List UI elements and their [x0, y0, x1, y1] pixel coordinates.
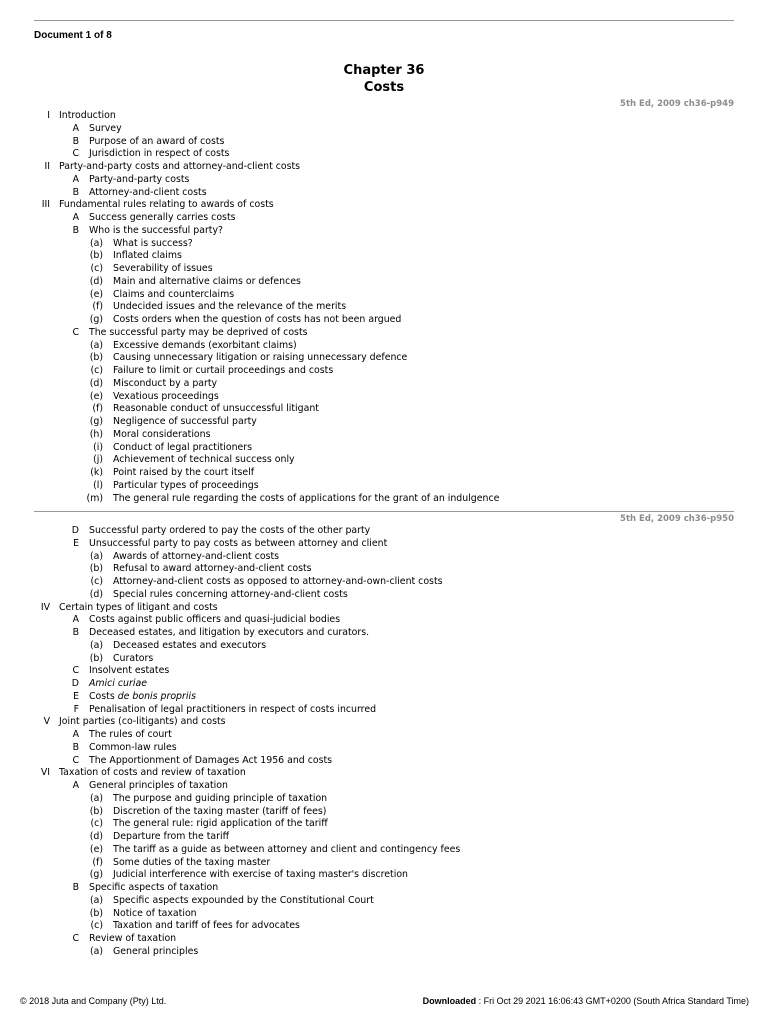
toc-entry-text [113, 314, 401, 327]
toc-entry-text [113, 378, 217, 391]
toc-entry-marker: (l) [93, 479, 103, 491]
toc-entry-text-main: The general rule: rigid application of the tariff [113, 818, 328, 830]
toc-entry-text-main: Successful party ordered to pay the costs of the other party [89, 525, 371, 536]
toc-entry [0, 716, 768, 729]
toc-entry-text-main: Special rules concerning attorney-and-client costs [113, 588, 348, 600]
toc-entry-marker: D [71, 678, 79, 689]
toc-entry-marker: B [72, 627, 79, 638]
toc-entry-text [89, 729, 172, 742]
toc-entry-text-main: Specific aspects expounded by the Constitutional Court [113, 894, 374, 906]
toc-entry [0, 678, 768, 691]
toc-entry-text-main: Common-law rules [89, 741, 177, 753]
toc-entry-marker: IV [40, 601, 50, 613]
toc-entry-text [89, 225, 223, 238]
toc-entry-text-main: Inflated claims [113, 250, 182, 262]
toc-entry-text-main: Attorney-and-client costs [89, 186, 207, 198]
toc-entry-marker: (b) [89, 352, 103, 364]
toc-entry-marker: A [72, 212, 79, 223]
toc-entry-text [113, 946, 198, 959]
toc-entry-text-main: Success generally carries costs [89, 212, 236, 223]
toc-entry-marker: D [71, 525, 79, 536]
toc-entry-text [113, 844, 460, 857]
toc-entry-marker: (i) [93, 441, 103, 453]
toc-entry-text-main: Penalisation of legal practitioners in respect of costs incurred [89, 703, 377, 715]
table-of-contents-part-1 [0, 110, 768, 505]
toc-entry-text [89, 742, 177, 755]
toc-entry [0, 314, 768, 327]
toc-entry-text-main: Moral considerations [113, 428, 211, 440]
toc-entry [0, 365, 768, 378]
toc-entry [0, 250, 768, 263]
toc-entry-text [113, 857, 270, 870]
toc-entry-text-main: Costs [89, 690, 118, 702]
toc-entry-text [89, 627, 369, 640]
toc-entry-text [113, 908, 197, 921]
toc-entry-text-main: Reasonable conduct of unsuccessful litigant [113, 403, 319, 415]
toc-entry-marker: (c) [90, 365, 103, 376]
toc-entry [0, 110, 768, 123]
toc-entry-text-main: Jurisdiction in respect of costs [89, 148, 230, 160]
toc-entry-text [59, 199, 274, 212]
toc-entry-text-main: Failure to limit or curtail proceedings and costs [113, 365, 334, 376]
toc-entry-text [89, 678, 147, 691]
toc-entry-marker: (d) [89, 275, 103, 287]
chapter-title: Costs [363, 80, 405, 95]
toc-entry-text [113, 920, 300, 933]
toc-entry [0, 340, 768, 353]
toc-entry [0, 653, 768, 666]
toc-entry-text [113, 289, 234, 302]
toc-entry [0, 869, 768, 882]
toc-entry-marker: (b) [89, 907, 103, 919]
toc-entry [0, 704, 768, 717]
toc-entry-marker: (k) [90, 467, 103, 478]
toc-entry-text [113, 391, 219, 404]
chapter-heading [0, 62, 768, 96]
toc-entry-text-main: Review of taxation [89, 933, 177, 944]
toc-entry-text [113, 589, 348, 602]
toc-entry-marker: (h) [89, 428, 103, 440]
toc-entry [0, 276, 768, 289]
toc-entry-text [113, 806, 326, 819]
toc-entry-marker: (a) [89, 639, 103, 651]
toc-entry-marker: B [72, 135, 79, 147]
toc-entry-text-main: Misconduct by a party [113, 377, 218, 389]
toc-entry [0, 263, 768, 276]
toc-entry-marker: (e) [89, 843, 103, 855]
toc-entry-marker: (d) [89, 588, 103, 600]
toc-entry-text-main: Deceased estates and executors [113, 639, 267, 651]
toc-entry [0, 378, 768, 391]
document-counter: Document 1 of 8 [34, 30, 112, 41]
toc-entry [0, 818, 768, 831]
toc-entry-text-main: Vexatious proceedings [113, 390, 219, 402]
toc-entry-marker: (f) [92, 856, 103, 868]
toc-entry-text-main: Causing unnecessary litigation or raising unnecessary defence [113, 352, 408, 364]
toc-entry-text-main: Departure from the tariff [113, 831, 230, 842]
toc-entry-text-main: The rules of court [89, 729, 172, 740]
toc-entry-text-main: Excessive demands (exorbitant claims) [113, 339, 297, 351]
toc-entry-marker: C [72, 148, 79, 160]
toc-entry-text-italic: de bonis propriis [117, 690, 196, 702]
footer-download-info [423, 996, 749, 1006]
toc-entry-text [59, 602, 218, 615]
page-citation: 5th Ed, 2009 ch36-p950 [620, 514, 734, 524]
toc-entry [0, 454, 768, 467]
toc-entry-marker: (d) [89, 831, 103, 842]
toc-entry [0, 493, 768, 506]
toc-entry-text-main: Costs orders when the question of costs has not been argued [113, 314, 402, 325]
toc-entry [0, 742, 768, 755]
toc-entry-text-main: Joint parties (co-litigants) and costs [59, 716, 226, 728]
toc-entry-text [89, 755, 332, 768]
toc-entry [0, 187, 768, 200]
toc-entry-marker: B [72, 224, 79, 236]
toc-entry [0, 467, 768, 480]
toc-entry-text [113, 563, 312, 576]
toc-entry-marker: (a) [89, 550, 103, 562]
toc-entry-text [113, 493, 499, 506]
toc-entry [0, 908, 768, 921]
toc-entry-marker: A [72, 122, 79, 134]
toc-entry-marker: E [73, 690, 79, 702]
toc-entry-marker: A [72, 729, 79, 740]
toc-entry-marker: II [44, 161, 50, 172]
toc-entry-text [89, 691, 196, 704]
downloaded-timestamp: : Fri Oct 29 2021 16:06:43 GMT+0200 (South Africa Standard Time) [476, 996, 749, 1006]
toc-entry [0, 289, 768, 302]
toc-entry-marker: B [72, 741, 79, 753]
toc-entry-marker: (c) [90, 263, 103, 274]
toc-entry [0, 729, 768, 742]
toc-entry-marker: III [41, 199, 50, 211]
toc-entry-text [89, 187, 207, 200]
toc-entry-text-main: Some duties of the taxing master [113, 856, 271, 868]
toc-entry-marker: (j) [93, 454, 103, 466]
toc-entry-text [89, 882, 218, 895]
toc-entry-text [89, 148, 229, 161]
toc-entry-text-main: Point raised by the court itself [113, 467, 255, 478]
toc-entry [0, 416, 768, 429]
toc-entry-marker: (b) [89, 805, 103, 817]
toc-entry-marker: (e) [89, 390, 103, 402]
toc-entry-text [113, 895, 374, 908]
toc-entry-text-main: Curators [113, 652, 154, 664]
toc-entry-marker: (b) [89, 250, 103, 262]
toc-entry-text [113, 576, 443, 589]
toc-entry-text-main: Refusal to award attorney-and-client costs [113, 563, 312, 575]
toc-entry [0, 576, 768, 589]
toc-entry-text-main: Unsuccessful party to pay costs as between attorney and client [89, 537, 388, 549]
toc-entry [0, 882, 768, 895]
toc-entry-text-main: Party-and-party costs [89, 173, 190, 185]
toc-entry-marker: (a) [89, 237, 103, 249]
toc-entry-text [59, 716, 226, 729]
toc-entry-text-main: General principles [113, 945, 199, 957]
toc-entry [0, 831, 768, 844]
toc-entry-text [113, 551, 279, 564]
toc-entry [0, 895, 768, 908]
toc-entry-text [59, 161, 300, 174]
toc-entry [0, 793, 768, 806]
toc-entry [0, 589, 768, 602]
toc-entry-text-main: Fundamental rules relating to awards of costs [59, 199, 274, 211]
table-of-contents-part-2 [0, 525, 768, 959]
toc-entry [0, 525, 768, 538]
toc-entry-text-main: Who is the successful party? [89, 224, 224, 236]
toc-entry-text [113, 263, 213, 276]
toc-entry-marker: (c) [90, 818, 103, 830]
toc-entry-text-main: What is success? [113, 237, 193, 249]
toc-entry-text-main: The Apportionment of Damages Act 1956 and costs [89, 754, 333, 766]
toc-entry-text [113, 480, 259, 493]
toc-entry-text [89, 174, 189, 187]
toc-entry-text [89, 327, 308, 340]
toc-entry-marker: (d) [89, 377, 103, 389]
toc-entry [0, 844, 768, 857]
toc-entry [0, 857, 768, 870]
toc-entry-marker: (b) [89, 563, 103, 575]
toc-entry [0, 755, 768, 768]
toc-entry [0, 691, 768, 704]
toc-entry [0, 212, 768, 225]
toc-entry-text [113, 301, 346, 314]
toc-entry-marker: (f) [92, 403, 103, 415]
toc-entry [0, 225, 768, 238]
toc-entry-text-main: Party-and-party costs and attorney-and-client costs [59, 161, 301, 172]
toc-entry-marker: (b) [89, 652, 103, 664]
toc-entry-marker: C [72, 326, 79, 338]
toc-entry-text-main: Claims and counterclaims [113, 288, 235, 300]
toc-entry [0, 640, 768, 653]
toc-entry [0, 174, 768, 187]
toc-entry-text [113, 416, 257, 429]
toc-entry-marker: (g) [89, 314, 103, 325]
toc-entry-text-main: Judicial interference with exercise of taxing master's discretion [113, 869, 408, 881]
toc-entry-text-main: The general rule regarding the costs of applications for the grant of an indulgence [113, 492, 500, 504]
toc-entry-text-main: Conduct of legal practitioners [113, 441, 253, 453]
toc-entry-text [113, 467, 254, 480]
toc-entry [0, 136, 768, 149]
toc-entry-marker: (m) [86, 492, 103, 504]
toc-entry-text-main: Attorney-and-client costs as opposed to attorney-and-own-client costs [113, 576, 443, 587]
toc-entry-text-main: Particular types of proceedings [113, 479, 259, 491]
toc-entry-text-main: The successful party may be deprived of costs [89, 326, 308, 338]
toc-entry-text [113, 793, 327, 806]
toc-entry-text [113, 818, 328, 831]
toc-entry-marker: C [72, 754, 79, 766]
toc-entry-marker: (f) [92, 301, 103, 313]
toc-entry-text [113, 640, 266, 653]
toc-entry-text [113, 365, 333, 378]
toc-entry [0, 238, 768, 251]
toc-entry-text [113, 454, 295, 467]
toc-entry-marker: (a) [89, 945, 103, 957]
toc-entry [0, 148, 768, 161]
toc-entry [0, 161, 768, 174]
toc-entry [0, 563, 768, 576]
toc-entry-text-main: Awards of attorney-and-client costs [113, 550, 280, 562]
toc-entry-text [113, 352, 407, 365]
toc-entry-marker: A [72, 173, 79, 185]
toc-entry-text-main: Negligence of successful party [113, 416, 257, 427]
toc-entry-text-main: Introduction [59, 110, 116, 121]
toc-entry-text-main: Insolvent estates [89, 665, 170, 677]
toc-entry [0, 352, 768, 365]
toc-entry-text-main: Purpose of an award of costs [89, 135, 225, 147]
toc-entry-marker: (a) [89, 894, 103, 906]
toc-entry-text [113, 276, 301, 289]
toc-entry [0, 442, 768, 455]
toc-entry-marker: V [43, 716, 50, 728]
toc-entry-text [113, 869, 408, 882]
toc-entry-text-main: Discretion of the taxing master (tariff of fees) [113, 805, 327, 817]
toc-entry [0, 403, 768, 416]
toc-entry-text-main: Costs against public officers and quasi-judicial bodies [89, 614, 341, 626]
toc-entry-text-main: Achievement of technical success only [113, 454, 295, 466]
toc-entry-marker: C [72, 933, 79, 944]
page-citation: 5th Ed, 2009 ch36-p949 [620, 99, 734, 109]
toc-entry-text [59, 767, 246, 780]
toc-entry-text [113, 250, 182, 263]
toc-entry-text [113, 429, 211, 442]
toc-entry [0, 946, 768, 959]
toc-entry [0, 767, 768, 780]
toc-entry [0, 933, 768, 946]
toc-entry [0, 602, 768, 615]
toc-entry-text [89, 212, 236, 225]
toc-entry-marker: A [72, 614, 79, 626]
toc-entry-marker: I [47, 110, 50, 121]
toc-entry-marker: (a) [89, 792, 103, 804]
toc-entry-text-main: Notice of taxation [113, 907, 197, 919]
toc-entry-text [89, 123, 122, 136]
top-divider [34, 20, 734, 21]
toc-entry-text [89, 525, 370, 538]
toc-entry-text-main: Taxation of costs and review of taxation [59, 767, 246, 779]
toc-entry-marker: A [72, 780, 79, 791]
toc-entry-marker: (c) [90, 576, 103, 587]
toc-entry [0, 429, 768, 442]
toc-entry-text [59, 110, 116, 123]
toc-entry-text-main: Undecided issues and the relevance of the merits [113, 301, 347, 313]
toc-entry-marker: (a) [89, 339, 103, 351]
toc-entry-text [113, 340, 297, 353]
toc-entry-text [89, 665, 169, 678]
toc-entry-marker: (e) [89, 288, 103, 300]
toc-entry-text [113, 442, 252, 455]
toc-entry-text [113, 403, 319, 416]
toc-entry [0, 480, 768, 493]
toc-entry [0, 301, 768, 314]
footer-copyright: © 2018 Juta and Company (Pty) Ltd. [20, 996, 167, 1006]
toc-entry-text [113, 653, 153, 666]
toc-entry-text-main: Amici curiae [89, 678, 147, 689]
downloaded-label: Downloaded [422, 996, 477, 1006]
page-break-divider [34, 511, 734, 512]
toc-entry-text-main: The tariff as a guide as between attorney and client and contingency fees [113, 843, 461, 855]
toc-entry-marker: (g) [89, 416, 103, 427]
toc-entry [0, 538, 768, 551]
toc-entry-marker: C [72, 665, 79, 677]
toc-entry-text-main: Deceased estates, and litigation by executors and curators. [89, 627, 370, 638]
toc-entry-text [89, 614, 340, 627]
toc-entry [0, 327, 768, 340]
toc-entry-text-main: Specific aspects of taxation [89, 882, 219, 893]
toc-entry-marker: (c) [90, 920, 103, 932]
toc-entry [0, 123, 768, 136]
toc-entry-marker: (g) [89, 869, 103, 881]
toc-entry [0, 920, 768, 933]
toc-entry-text-main: Survey [89, 122, 122, 134]
toc-entry-text-main: Taxation and tariff of fees for advocates [113, 920, 300, 932]
toc-entry-text-main: General principles of taxation [89, 780, 228, 791]
toc-entry-marker: F [73, 703, 79, 715]
toc-entry-text-main: Certain types of litigant and costs [59, 601, 218, 613]
toc-entry [0, 551, 768, 564]
toc-entry-text [113, 238, 193, 251]
toc-entry [0, 806, 768, 819]
toc-entry [0, 627, 768, 640]
toc-entry-text [89, 780, 228, 793]
toc-entry-text [113, 831, 229, 844]
toc-entry-marker: B [72, 882, 79, 893]
toc-entry [0, 780, 768, 793]
toc-entry [0, 665, 768, 678]
toc-entry-text-main: Main and alternative claims or defences [113, 275, 301, 287]
toc-entry-marker: E [73, 537, 79, 549]
toc-entry-text-main: The purpose and guiding principle of taxation [113, 792, 328, 804]
toc-entry [0, 614, 768, 627]
toc-entry-text [89, 136, 224, 149]
toc-entry-text [89, 704, 376, 717]
toc-entry-marker: VI [40, 767, 50, 779]
toc-entry-marker: B [72, 186, 79, 198]
toc-entry-text-main: Severability of issues [113, 263, 213, 274]
toc-entry-text [89, 538, 387, 551]
toc-entry [0, 199, 768, 212]
toc-entry-text [89, 933, 176, 946]
chapter-number: Chapter 36 [343, 63, 425, 78]
toc-entry [0, 391, 768, 404]
